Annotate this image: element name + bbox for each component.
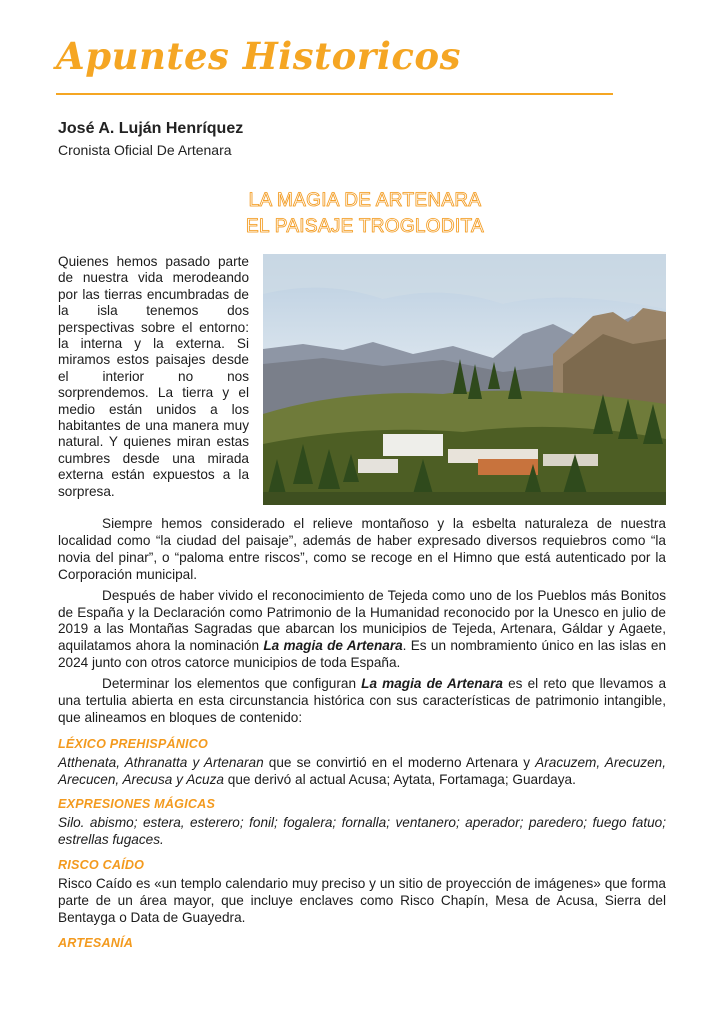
author-role: Cronista Oficial De Artenara [58,142,232,158]
text-lexico [58,754,666,788]
lexico-text-1: Atthenata, Athranatta y Artenaran [58,755,264,770]
article-title-line1: LA MAGIA DE ARTENARA [248,190,482,211]
intro-paragraph: Quienes hemos pasado parte de nuestra vida merodeando por las tierras encumbradas de la isla tenemos dos perspectivas sobre el entorno: la interna y la externa. Si miramos estos paisajes desde el interior no nos sorprendemos. La tierra y el medio están unidos a los habitantes de una manera muy natural. Y quienes miran estas cumbres desde una mirada externa están expuestos a la sorpresa. [58,254,249,499]
paragraph-2-text-a: Después de haber vivido el reconocimiento de Tejeda como uno de los Pueblos más Bonitos de España y la Declaración como Patrimonio de la Humanidad reconocido por la Unesco en julio de 2019 a las Montañas Sagradas que abarcan los municipios de Tejeda, Artenara, Gáldar y Agaete, aquilatamos ahora la nominación [58,587,666,654]
heading-artesania: ARTESANÍA [58,936,134,950]
header-divider [56,93,613,95]
section-header-title: Apuntes Historicos [56,34,461,78]
lexico-text-3: Aracuzem, Arecuzen, Arecucen, Arecusa y Acuza [58,755,666,787]
paragraph-2 [58,588,666,673]
heading-lexico: LÉXICO PREHISPÁNICO [58,737,209,751]
lexico-text-2: que se convirtió en el moderno Artenara y [263,755,536,770]
paragraph-2-emphasis: La magia de Artenara [263,638,403,654]
paragraph-3 [58,676,666,727]
article-title-line2: EL PAISAJE TROGLODITA [246,216,484,237]
heading-risco: RISCO CAÍDO [58,858,145,872]
article-body [58,516,666,731]
lexico-text-4: que derivó al actual Acusa; Aytata, Fortamaga; Guardaya. [223,772,576,787]
paragraph-3-text-a: Determinar los elementos que configuran [102,676,362,692]
paragraph-1: Siempre hemos considerado el relieve montañoso y la esbelta naturaleza de nuestra localidad como “la ciudad del paisaje”, además de haber expresado diversos requiebros como “la novia del pinar”, o “paloma entre riscos”, como se recoge en el Himno que está autenticado por la Corporación municipal. [58,516,666,582]
heading-expresiones: EXPRESIONES MÁGICAS [58,797,216,811]
paragraph-3-text-c: es el reto que llevamos a una tertulia abierta en esta circunstancia histórica con sus características de patrimonio intangible, que alineamos en bloques de contenido: [58,676,667,725]
text-expresiones: Silo. abismo; estera, esterero; fonil; fogalera; fornalla; ventanero; aperador; paredero; fuego fatuo; estrellas fugaces. [58,815,666,847]
text-risco: Risco Caído es «un templo calendario muy preciso y un sitio de proyección de imágenes» que forma parte de un área mayor, que incluye enclaves como Risco Chapín, Mesa de Acusa, Sierra del Bentayga o Data de Guayedra. [58,876,666,925]
article-title [220,188,510,240]
author-name: José A. Luján Henríquez [58,120,244,137]
paragraph-3-emphasis: La magia de Artenara [361,676,503,692]
paragraph-2-text-c: . Es un nombramiento único en las islas en 2024 junto con otros catorce municipios de toda España. [58,638,666,671]
artenara-landscape-photo [263,254,666,505]
